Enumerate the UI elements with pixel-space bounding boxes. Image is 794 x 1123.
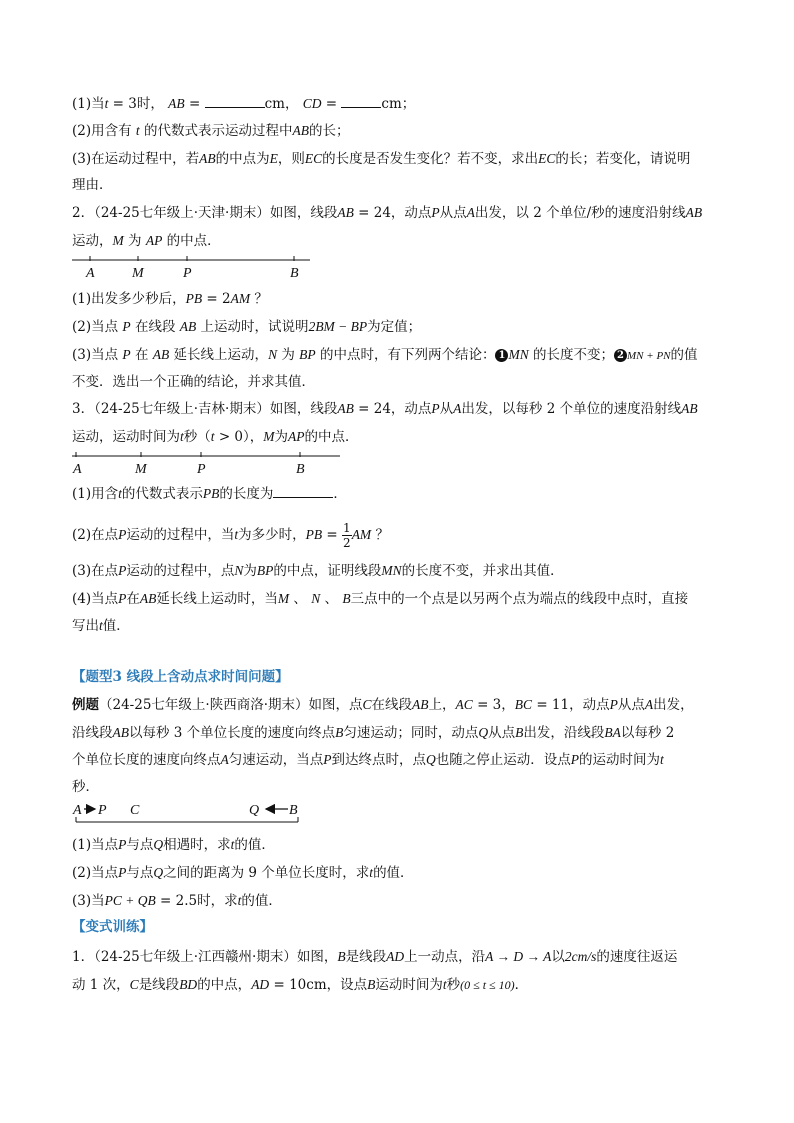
p2-point-P: P [183, 266, 192, 281]
example-stem-line3: 个单位长度的速度向终点A匀速运动，当点P到达终点时，点Q也随之停止运动．设点P的运动时间为t [72, 752, 664, 768]
p2-q3-cont: 不变．选出一个正确的结论，并求其值． [72, 374, 315, 390]
p2-q3: (3)当点 P 在 AB 延长线上运动，N 为 BP 的中点时，有下列两个结论： 1 MN 的长度不变； 2 MN + PN的值 [72, 347, 698, 363]
example-stem-line4: 秒． [72, 779, 99, 795]
ex-point-P: P [98, 803, 107, 818]
variant-heading: 【变式训练】 [72, 919, 153, 935]
p3-point-B: B [296, 462, 305, 477]
p3-stem: 3．（24-25七年级上·吉林·期末）如图，线段AB = 24，动点P从A出发，以每秒 2 个单位的速度沿射线AB [72, 401, 698, 417]
p2-stem: 2．（24-25七年级上·天津·期末）如图，线段AB = 24，动点P从点A出发，以 2 个单位/秒的速度沿射线AB [72, 205, 703, 221]
p3-point-P: P [197, 462, 206, 477]
p3-segment-figure [72, 452, 352, 478]
ex-point-C: C [130, 803, 140, 818]
p3-stem-cont: 运动，运动时间为t秒（t > 0），M为AP的中点． [72, 429, 359, 445]
p1-q1: (1)当t = 3时， AB = cm， CD = cm； [72, 96, 416, 112]
example-segment-figure [72, 800, 312, 830]
variant-1-stem: 1．（24-25七年级上·江西赣州·期末）如图，B是线段AD上一动点，沿A → D → A以2cm/s的速度往返运 [72, 949, 678, 965]
p3-point-A: A [73, 462, 82, 477]
p2-point-B: B [290, 266, 299, 281]
ex-point-Q: Q [249, 803, 260, 818]
p2-q1: (1)出发多少秒后，PB = 2AM ？ [72, 291, 268, 307]
ex-point-A: A [73, 803, 82, 818]
p2-segment-figure [72, 256, 322, 282]
example-q3: (3)当PC + QB = 2.5时，求t的值． [72, 893, 282, 909]
ex-point-B: B [289, 803, 298, 818]
circled-number-2: 2 [614, 349, 627, 362]
example-stem: 例题（24-25七年级上·陕西商洛·期末）如图，点C在线段AB上，AC = 3，BC = 11，动点P从点A出发， [72, 697, 694, 713]
example-stem-line2: 沿线段AB以每秒 3 个单位长度的速度向终点B匀速运动；同时，动点Q从点B出发，沿线段BA以每秒 2 [72, 725, 675, 741]
p1-q3: (3)在运动过程中，若AB的中点为E，则EC的长度是否发生变化？若不变，求出EC的长；若变化，请说明 [72, 151, 691, 167]
p3-point-M: M [135, 462, 147, 477]
p3-q4-cont: 写出t值． [72, 618, 130, 634]
p2-point-M: M [132, 266, 144, 281]
p3-q4: (4)当点P在AB延长线上运动时，当M 、 N 、 B三点中的一个点是以另两个点为端点的线段中点时，直接 [72, 591, 689, 607]
p2-q2: (2)当点 P 在线段 AB 上运动时，试说明2BM − BP为定值； [72, 319, 422, 335]
p1-q3-cont: 理由． [72, 177, 113, 193]
p3-q2: (2)在点P运动的过程中，当t为多少时，PB = $\frac{1}{2}$ AM ？ [72, 521, 389, 550]
p3-q1: (1)用含t的代数式表示PB的长度为 ． [72, 486, 347, 502]
circled-number-1: 1 [495, 349, 508, 362]
p2-stem-cont: 运动，M 为 AP 的中点． [72, 233, 221, 249]
variant-1-stem-cont: 动 1 次，C是线段BD的中点，AD = 10cm，设点B运动时间为t秒(0 ≤ t ≤ 10)． [72, 977, 529, 993]
p3-q3: (3)在点P运动的过程中，点N为BP的中点，证明线段MN的长度不变，并求出其值． [72, 563, 564, 579]
section-heading: 【题型3 线段上含动点求时间问题】 [72, 669, 289, 685]
p1-q2: (2)用含有 t 的代数式表示运动过程中AB的长； [72, 123, 350, 139]
p2-point-A: A [86, 266, 95, 281]
fraction-one-half: $\frac{1}{2}$ [343, 521, 351, 550]
example-q1: (1)当点P与点Q相遇时，求t的值． [72, 837, 275, 853]
example-q2: (2)当点P与点Q之间的距离为 9 个单位长度时，求t的值． [72, 865, 414, 881]
